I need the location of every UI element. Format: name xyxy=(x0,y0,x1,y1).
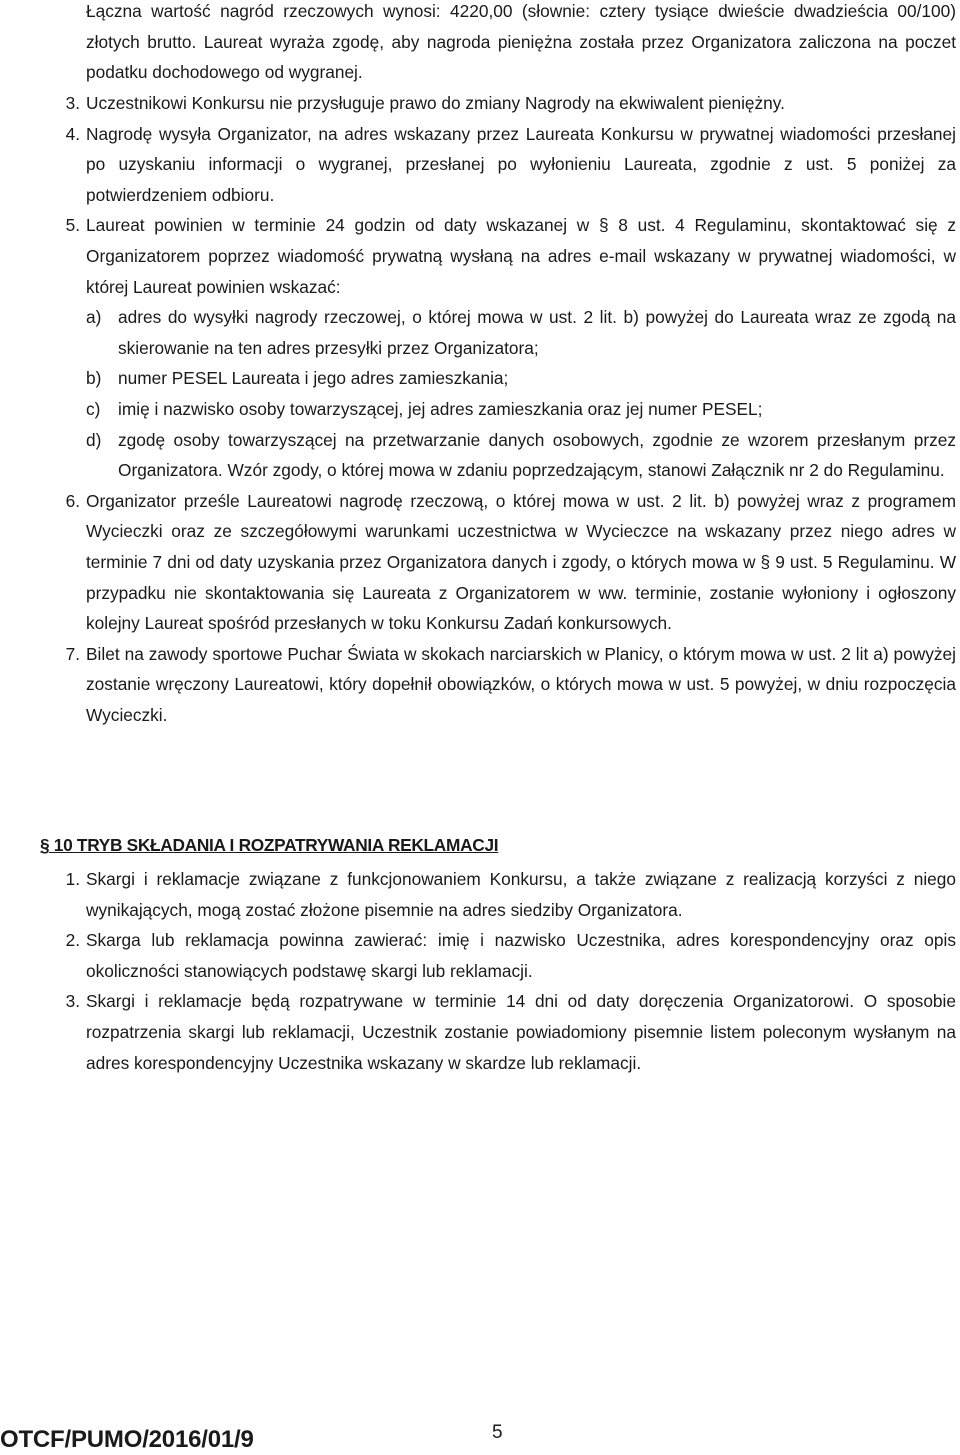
section-10-list xyxy=(40,864,956,1078)
item-text: Skargi i reklamacje będą rozpatrywane w terminie 14 dni od daty doręczenia Organizatorowi. O sposobie rozpatrzenia skargi lub reklamacji, Uczestnik zostanie powiadomiony pisemnie listem poleconym wysłanym na adres korespondencyjny Uczestnika wskazany w skardze lub reklamacji. xyxy=(86,991,956,1073)
item-text: Laureat powinien w terminie 24 godzin od daty wskazanej w § 8 ust. 4 Regulaminu, skontaktować się z Organizatorem poprzez wiadomość prywatną wysłaną na adres e-mail wskazany w prywatnej wiadomości, w której Laureat powinien wskazać: xyxy=(86,215,956,297)
page-number: 5 xyxy=(492,1422,503,1443)
sub-item-letter: b) xyxy=(86,368,102,389)
sub-item-text: adres do wysyłki nagrody rzeczowej, o której mowa w ust. 2 lit. b) powyżej do Laureata wraz ze zgodą na skierowanie na ten adres przesyłki przez Organizatora; xyxy=(118,307,956,358)
item-number: 1. xyxy=(65,869,80,889)
list-item xyxy=(40,864,956,925)
item-text: Skargi i reklamacje związane z funkcjonowaniem Konkursu, a także związane z realizacją korzyści z niego wynikających, mogą zostać złożone pisemnie na adres siedziby Organizatora. xyxy=(86,869,956,920)
section-10-heading: § 10 TRYB SKŁADANIA I ROZPATRYWANIA REKLAMACJI xyxy=(40,835,499,855)
document-id: OTCF/PUMO/2016/01/9 xyxy=(0,1426,254,1453)
section-9-list xyxy=(40,88,956,730)
item-text: Uczestnikowi Konkursu nie przysługuje prawo do zmiany Nagrody na ekwiwalent pieniężny. xyxy=(86,93,785,113)
item-text: Bilet na zawody sportowe Puchar Świata w skokach narciarskich w Planicy, o którym mowa w ust. 2 lit a) powyżej zostanie wręczony Laureatowi, który dopełnił obowiązków, o których mowa w ust. 5 powyżej, w dniu rozpoczęcia Wycieczki. xyxy=(86,643,956,725)
list-item xyxy=(40,986,956,1078)
list-item xyxy=(40,210,956,485)
sub-list xyxy=(86,302,956,486)
item-number: 7. xyxy=(65,643,80,664)
prize-value-paragraph: Łączna wartość nagród rzeczowych wynosi: 4220,00 (słownie: cztery tysiące dwieście dwadzieścia 00/100) złotych brutto. Laureat wyraża zgodę, aby nagroda pieniężna została przez Organizatora zaliczona na poczet podatku dochodowego od wygranej. xyxy=(86,1,956,83)
sub-item-text: imię i nazwisko osoby towarzyszącej, jej adres zamieszkania oraz jej numer PESEL; xyxy=(118,398,763,419)
item-number: 4. xyxy=(65,123,80,144)
list-item xyxy=(40,119,956,211)
list-item xyxy=(40,639,956,731)
sub-item-letter: a) xyxy=(86,307,102,328)
sub-item-text: numer PESEL Laureata i jego adres zamieszkania; xyxy=(118,368,509,389)
sub-item-letter: c) xyxy=(86,398,101,419)
sub-list-item xyxy=(86,363,956,394)
sub-item-letter: d) xyxy=(86,429,102,450)
sub-list-item xyxy=(86,394,956,425)
item-text: Nagrodę wysyła Organizator, na adres wskazany przez Laureata Konkursu w prywatnej wiadomości przesłanej po uzyskaniu informacji o wygranej, przesłanej po wyłonieniu Laureata, zgodnie z ust. 5 poniżej za potwierdzeniem odbioru. xyxy=(86,123,956,205)
list-item xyxy=(40,88,956,119)
sub-list-item xyxy=(86,302,956,363)
item-number: 3. xyxy=(65,991,80,1012)
sub-item-text: zgodę osoby towarzyszącej na przetwarzanie danych osobowych, zgodnie ze wzorem przesłanym przez Organizatora. Wzór zgody, o której mowa w zdaniu poprzedzającym, stanowi Załącznik nr 2 do Regulaminu. xyxy=(118,429,956,481)
item-text: Organizator prześle Laureatowi nagrodę rzeczową, o której mowa w ust. 2 lit. b) powyżej wraz z programem Wycieczki oraz ze szczegółowymi warunkami uczestnictwa w Wycieczce na wskazany przez niego adres w terminie 7 dni od daty uzyskania przez Organizatora danych i zgody, o których mowa w § 9 ust. 5 Regulaminu. W przypadku nie skontaktowania się Laureata z Organizatorem w ww. terminie, zostanie wyłoniony i ogłoszony kolejny Laureat spośród przesłanych w toku Konkursu Zadań konkursowych. xyxy=(86,490,956,634)
list-item xyxy=(40,486,956,639)
sub-list-item xyxy=(86,425,956,486)
list-item xyxy=(40,925,956,986)
item-number: 5. xyxy=(65,215,80,236)
item-number: 3. xyxy=(65,93,80,113)
item-number: 2. xyxy=(65,930,80,951)
item-number: 6. xyxy=(65,490,80,511)
item-text: Skarga lub reklamacja powinna zawierać: imię i nazwisko Uczestnika, adres korespondencyjny oraz opis okoliczności stanowiących podstawę skargi lub reklamacji. xyxy=(86,930,956,981)
